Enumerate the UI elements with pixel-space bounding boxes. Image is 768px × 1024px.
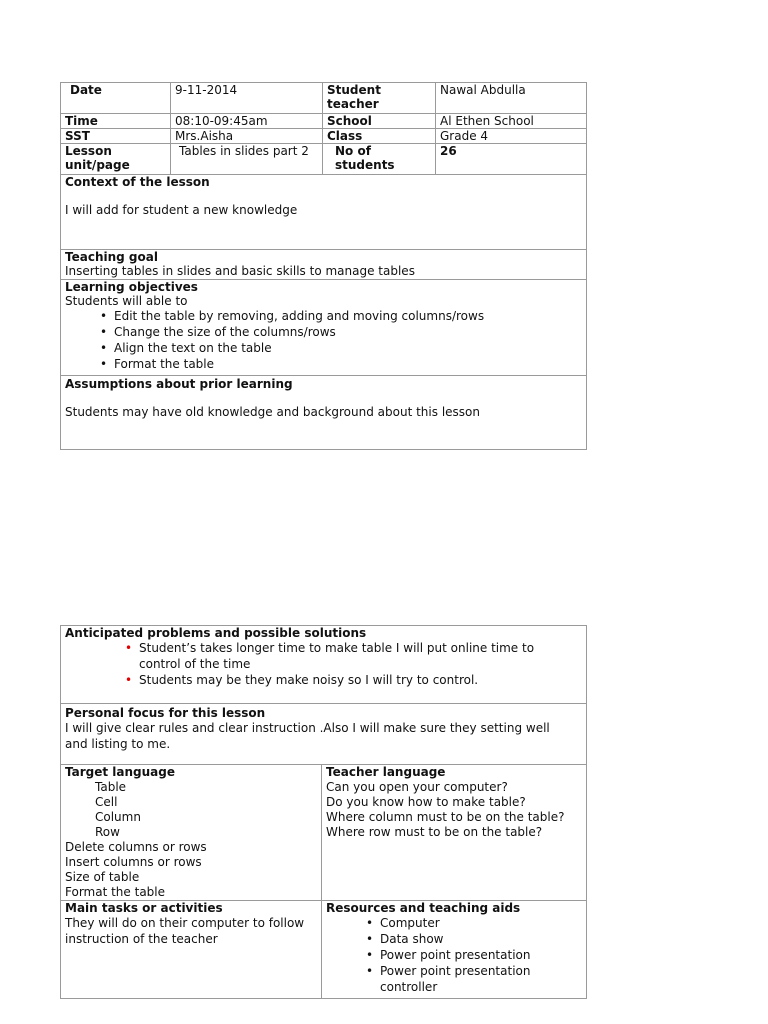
target-language-word: Column: [95, 810, 141, 824]
anticipated-heading: Anticipated problems and possible solutions: [65, 626, 367, 640]
teacher-language-item: Where column must to be on the table?: [326, 810, 565, 824]
target-language-item: Size of table: [65, 870, 140, 884]
list-item: • Power point presentation: [380, 947, 574, 963]
teacher-language-item: Do you know how to make table?: [326, 795, 526, 809]
lesson-plan-table: [60, 625, 587, 999]
context-text: I will add for student a new knowledge: [65, 203, 298, 217]
list-item: • Change the size of the columns/rows: [114, 324, 582, 340]
target-language-item: Delete columns or rows: [65, 840, 207, 854]
main-tasks-heading: Main tasks or activities: [65, 901, 223, 915]
date-value: 9-11-2014: [171, 83, 323, 114]
target-language-word: Row: [95, 825, 120, 839]
list-item: • Edit the table by removing, adding and moving columns/rows: [114, 308, 582, 324]
class-label: Class: [323, 129, 436, 144]
student-teacher-value: Nawal Abdulla: [436, 83, 587, 114]
lesson-unit-value: Tables in slides part 2: [171, 144, 323, 175]
teaching-goal-heading: Teaching goal: [65, 250, 158, 264]
personal-focus-section: [61, 704, 587, 765]
target-language-item: Format the table: [65, 885, 166, 899]
personal-focus-heading: Personal focus for this lesson: [65, 706, 266, 720]
sst-label: SST: [61, 129, 171, 144]
assumptions-text: Students may have old knowledge and background about this lesson: [65, 405, 480, 419]
date-label: Date: [61, 83, 171, 114]
school-label: School: [323, 114, 436, 129]
school-value: Al Ethen School: [436, 114, 587, 129]
student-teacher-label: Student teacher: [323, 83, 436, 114]
teaching-goal-section: [61, 250, 587, 280]
learning-objectives-intro: Students will able to: [65, 294, 188, 308]
assumptions-section: [61, 376, 587, 450]
no-of-students-label: No of students: [323, 144, 436, 175]
learning-objectives-list: [65, 308, 582, 372]
teacher-language-item: Where row must to be on the table?: [326, 825, 543, 839]
teacher-language-heading: Teacher language: [326, 765, 446, 779]
resources-section: [322, 901, 587, 999]
assumptions-heading: Assumptions about prior learning: [65, 377, 293, 391]
list-item: • Students may be they make noisy so I will try to control.: [139, 672, 572, 688]
target-language-item: Insert columns or rows: [65, 855, 202, 869]
target-language-section: [61, 765, 322, 901]
teaching-goal-text: Inserting tables in slides and basic skills to manage tables: [65, 264, 415, 278]
learning-objectives-heading: Learning objectives: [65, 280, 198, 294]
list-item: • Computer: [380, 915, 574, 931]
anticipated-list: [65, 640, 582, 688]
time-label: Time: [61, 114, 171, 129]
target-language-word: Cell: [95, 795, 118, 809]
lesson-info-table: [60, 82, 587, 450]
sst-value: Mrs.Aisha: [171, 129, 323, 144]
resources-list: [326, 915, 582, 995]
target-language-word: Table: [95, 780, 127, 794]
teacher-language-item: Can you open your computer?: [326, 780, 508, 794]
anticipated-section: [61, 626, 587, 704]
context-section: [61, 175, 587, 250]
list-item: • Align the text on the table: [114, 340, 582, 356]
list-item: • Power point presentation controller: [380, 963, 574, 995]
teacher-language-section: [322, 765, 587, 901]
lesson-unit-label: Lesson unit/page: [61, 144, 171, 175]
context-heading: Context of the lesson: [65, 175, 210, 189]
list-item: • Format the table: [114, 356, 582, 372]
no-of-students-value: 26: [436, 144, 587, 175]
personal-focus-text: I will give clear rules and clear instruction .Also I will make sure they setting well and listing to me.: [65, 721, 550, 751]
class-value: Grade 4: [436, 129, 587, 144]
main-tasks-section: [61, 901, 322, 999]
learning-objectives-section: [61, 280, 587, 376]
list-item: • Data show: [380, 931, 574, 947]
list-item: • Student’s takes longer time to make table I will put online time to control of the time: [139, 640, 572, 672]
target-language-heading: Target language: [65, 765, 176, 779]
main-tasks-text: They will do on their computer to follow instruction of the teacher: [65, 916, 305, 946]
time-value: 08:10-09:45am: [171, 114, 323, 129]
resources-heading: Resources and teaching aids: [326, 901, 521, 915]
